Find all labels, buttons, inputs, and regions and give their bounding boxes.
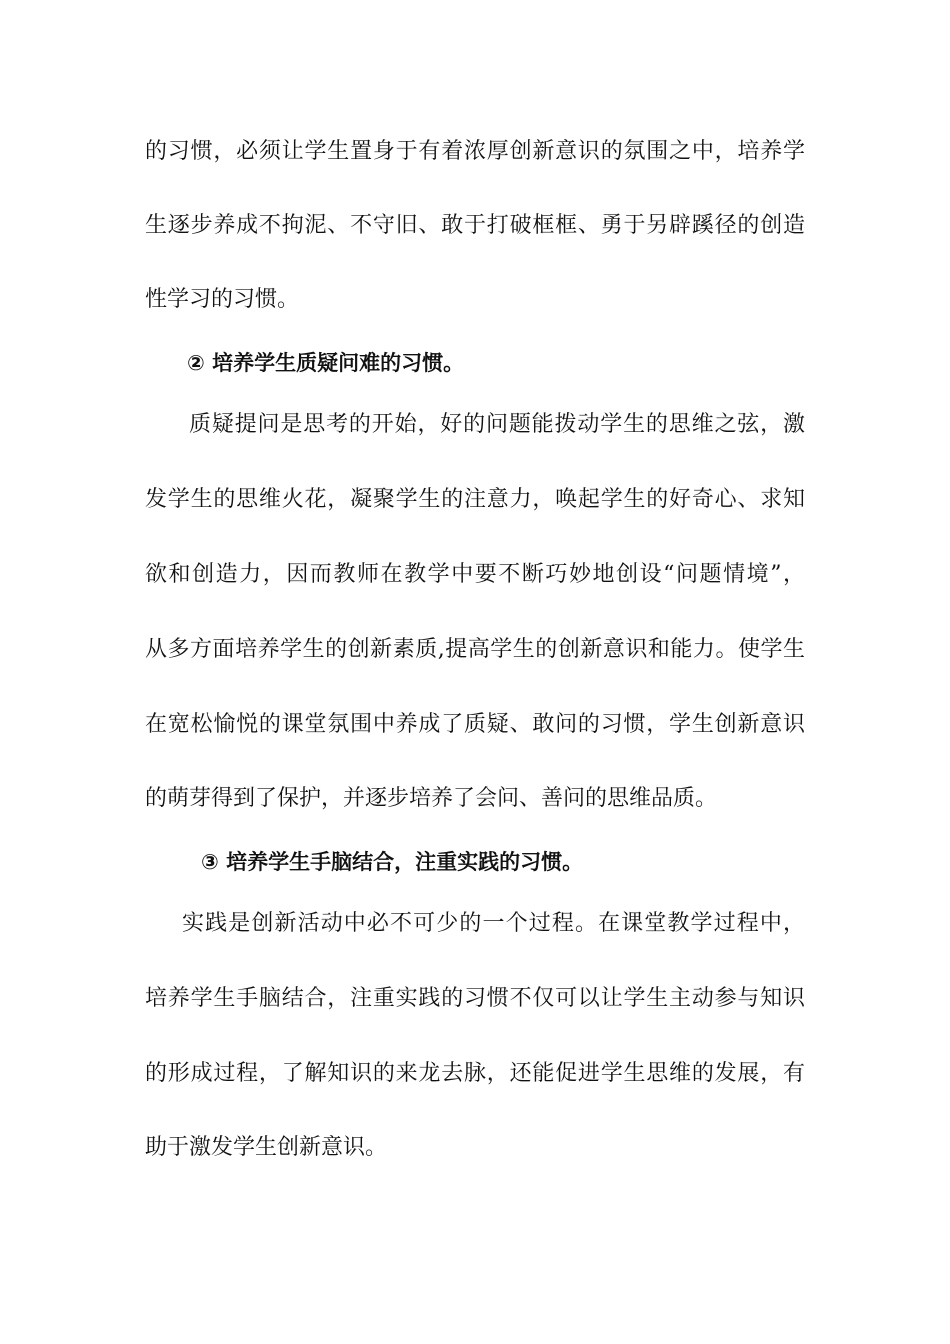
paragraph-3-line-4: 助于激发学生创新意识。 — [145, 1135, 388, 1160]
paragraph-2-line-6: 的萌芽得到了保护，并逐步培养了会问、善问的思维品质。 — [145, 786, 718, 811]
paragraph-2-line-3: 欲和创造力，因而教师在教学中要不断巧妙地创设“问题情境”， — [145, 562, 805, 587]
paragraph-1-line-1: 的习惯，必须让学生置身于有着浓厚创新意识的氛围之中，培养学 — [145, 139, 805, 164]
paragraph-3-line-1: 实践是创新活动中必不可少的一个过程。在课堂教学过程中， — [182, 911, 805, 936]
paragraph-1-line-3: 性学习的习惯。 — [145, 287, 300, 312]
paragraph-2-line-1: 质疑提问是思考的开始，好的问题能拨动学生的思维之弦，激 — [189, 412, 805, 437]
paragraph-2-line-4: 从多方面培养学生的创新素质,提高学生的创新意识和能力。使学生 — [145, 637, 805, 662]
paragraph-3-line-2: 培养学生手脑结合，注重实践的习惯不仅可以让学生主动参与知识 — [145, 986, 805, 1011]
section-heading-2: ② 培养学生质疑问难的习惯。 — [187, 351, 465, 375]
section-heading-3: ③ 培养学生手脑结合，注重实践的习惯。 — [201, 850, 584, 874]
paragraph-2-line-5: 在宽松愉悦的课堂氛围中养成了质疑、敢问的习惯，学生创新意识 — [145, 712, 805, 737]
paragraph-1-line-2: 生逐步养成不拘泥、不守旧、敢于打破框框、勇于另辟蹊径的创造 — [145, 213, 805, 238]
paragraph-3-line-3: 的形成过程，了解知识的来龙去脉，还能促进学生思维的发展，有 — [145, 1061, 805, 1086]
paragraph-2-line-2: 发学生的思维火花，凝聚学生的注意力，唤起学生的好奇心、求知 — [145, 487, 805, 512]
